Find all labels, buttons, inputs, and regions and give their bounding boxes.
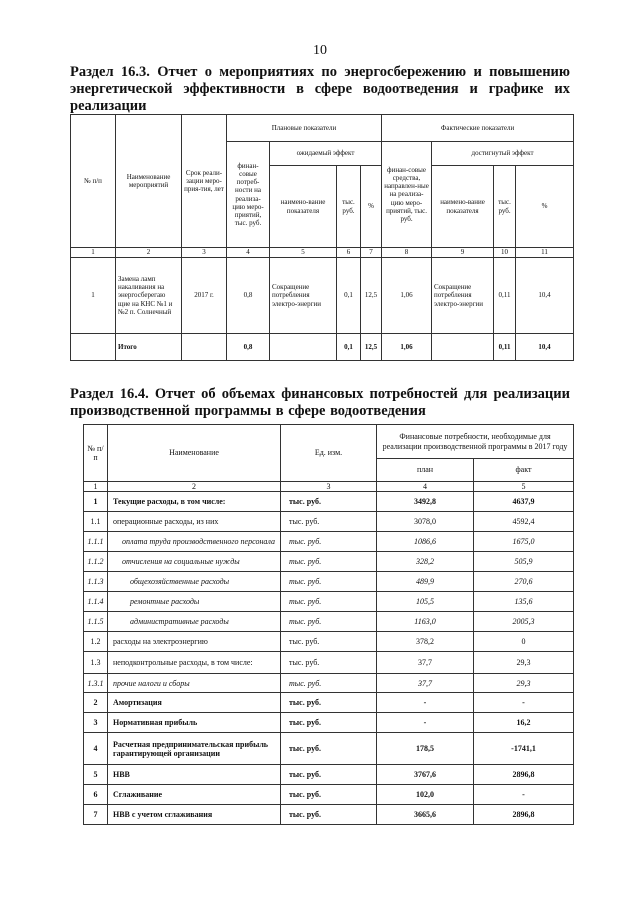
row-fact: 16,2 — [474, 713, 574, 733]
row-unit: тыс. руб. — [281, 713, 377, 733]
energy-saving-table — [70, 114, 574, 361]
row-unit: тыс. руб. — [281, 532, 377, 552]
header-term: Срок реали-зации меро-прия-тия, лет — [182, 115, 227, 248]
row-unit: тыс. руб. — [281, 765, 377, 785]
row-plan: 102,0 — [377, 785, 474, 805]
row-plan: 1086,6 — [377, 532, 474, 552]
header-percent: % — [516, 166, 574, 248]
financial-needs-table — [83, 424, 574, 825]
row-plan: 3078,0 — [377, 512, 474, 532]
table-row — [84, 733, 574, 765]
section-16-4-title: Раздел 16.4. Отчет об объемах финансовых потребностей для реализации производственной программы в сфере водоотведения — [70, 386, 570, 419]
row-unit: тыс. руб. — [281, 492, 377, 512]
total-plan-effect-rub: 0,1 — [337, 334, 361, 361]
header-percent: % — [361, 166, 382, 248]
header-thous-rub: тыс. руб. — [337, 166, 361, 248]
header-no: № п/п — [84, 425, 108, 482]
col-number: 9 — [432, 248, 494, 258]
row-name: общехозяйственные расходы — [108, 572, 281, 592]
row-unit: тыс. руб. — [281, 733, 377, 765]
row-name: Нормативная прибыль — [108, 713, 281, 733]
header-name: Наименование — [108, 425, 281, 482]
total-fact-effect-rub: 0,11 — [494, 334, 516, 361]
table-row — [84, 552, 574, 572]
page-number: 10 — [313, 43, 327, 58]
row-no: 2 — [84, 693, 108, 713]
row-plan: 378,2 — [377, 632, 474, 652]
row-unit: тыс. руб. — [281, 612, 377, 632]
row-plan: 3767,6 — [377, 765, 474, 785]
header-fact: факт — [474, 459, 574, 482]
row-plan: 105,5 — [377, 592, 474, 612]
row-fact: 2005,3 — [474, 612, 574, 632]
row-no: 1 — [84, 492, 108, 512]
row-unit: тыс. руб. — [281, 805, 377, 825]
col-number: 2 — [116, 248, 182, 258]
row-name: Текущие расходы, в том числе: — [108, 492, 281, 512]
row-name: Расчетная предпринимательская прибыль гарантирующей организации — [108, 733, 281, 765]
table-row — [84, 572, 574, 592]
row-fact-effect-pct: 10,4 — [516, 258, 574, 334]
table-row — [84, 592, 574, 612]
col-number: 11 — [516, 248, 574, 258]
row-name: административные расходы — [108, 612, 281, 632]
col-number: 4 — [377, 482, 474, 492]
row-name: НВВ — [108, 765, 281, 785]
row-plan-effect-rub: 0,1 — [337, 258, 361, 334]
col-number: 3 — [281, 482, 377, 492]
row-fact: 135,6 — [474, 592, 574, 612]
row-fact: 2896,8 — [474, 765, 574, 785]
row-name: расходы на электроэнергию — [108, 632, 281, 652]
row-fact: 29,3 — [474, 674, 574, 693]
row-no: 1.3 — [84, 652, 108, 674]
col-number: 10 — [494, 248, 516, 258]
row-plan: 178,5 — [377, 733, 474, 765]
row-plan: 489,9 — [377, 572, 474, 592]
table-row — [84, 632, 574, 652]
row-no: 1.3.1 — [84, 674, 108, 693]
row-plan: 328,2 — [377, 552, 474, 572]
header-name: Наименование мероприятий — [116, 115, 182, 248]
row-fact-fin: 1,06 — [382, 258, 432, 334]
table-row — [84, 785, 574, 805]
col-number: 2 — [108, 482, 281, 492]
header-plan-fin: финан-совые потреб-ности на реализа-цию меро-приятий, тыс. руб. — [227, 142, 270, 248]
col-number: 4 — [227, 248, 270, 258]
header-expected-effect: ожидаемый эффект — [270, 142, 382, 166]
header-unit: Ед. изм. — [281, 425, 377, 482]
row-fact: - — [474, 785, 574, 805]
row-name: НВВ с учетом сглаживания — [108, 805, 281, 825]
header-planned: Плановые показатели — [227, 115, 382, 142]
total-plan-fin: 0,8 — [227, 334, 270, 361]
total-label: Итого — [116, 334, 182, 361]
row-unit: тыс. руб. — [281, 632, 377, 652]
total-plan-effect-pct: 12,5 — [361, 334, 382, 361]
row-unit: тыс. руб. — [281, 572, 377, 592]
table-row — [84, 612, 574, 632]
header-fin-needs: Финансовые потребности, необходимые для реализации производственной программы в 2017 году — [377, 425, 574, 459]
row-no: 6 — [84, 785, 108, 805]
row-name: оплата труда производственного персонала — [108, 532, 281, 552]
header-plan: план — [377, 459, 474, 482]
row-name: отчисления на социальные нужды — [108, 552, 281, 572]
row-plan: - — [377, 693, 474, 713]
col-number: 6 — [337, 248, 361, 258]
row-fact: 0 — [474, 632, 574, 652]
header-thous-rub: тыс. руб. — [494, 166, 516, 248]
total-fact-effect-pct: 10,4 — [516, 334, 574, 361]
row-no: 1.1.3 — [84, 572, 108, 592]
row-plan-fin: 0,8 — [227, 258, 270, 334]
table-row — [84, 512, 574, 532]
header-effect-name: наимено-вание показателя — [270, 166, 337, 248]
row-name: прочие налоги и сборы — [108, 674, 281, 693]
total-row — [71, 334, 574, 361]
row-no: 5 — [84, 765, 108, 785]
section-16-3-title: Раздел 16.3. Отчет о мероприятиях по энергосбережению и повышению энергетической эффективности в сфере водоотведения и графике их реализации — [70, 64, 570, 114]
row-unit: тыс. руб. — [281, 512, 377, 532]
col-number: 5 — [270, 248, 337, 258]
row-name: Замена ламп накаливания на энергосберегаю щие на КНС №1 и №2 п. Солнечный — [116, 258, 182, 334]
row-fact: 505,9 — [474, 552, 574, 572]
table-row — [71, 258, 574, 334]
table-row — [84, 532, 574, 552]
table-row — [84, 674, 574, 693]
row-name: операционные расходы, из них — [108, 512, 281, 532]
header-effect-name: наимено-вание показателя — [432, 166, 494, 248]
row-no: 1.1.2 — [84, 552, 108, 572]
row-no: 1.1.4 — [84, 592, 108, 612]
header-fact-fin: финан-совые средства, направлен-ные на реализа-цию меро-приятий, тыс. руб. — [382, 142, 432, 248]
table-row — [84, 652, 574, 674]
row-plan: 1163,0 — [377, 612, 474, 632]
row-plan: 3665,6 — [377, 805, 474, 825]
row-no: 1 — [71, 258, 116, 334]
row-fact: 270,6 — [474, 572, 574, 592]
col-number: 1 — [84, 482, 108, 492]
row-fact: 4637,9 — [474, 492, 574, 512]
row-plan: 37,7 — [377, 652, 474, 674]
row-fact: 1675,0 — [474, 532, 574, 552]
row-unit: тыс. руб. — [281, 652, 377, 674]
header-no: № п/п — [71, 115, 116, 248]
row-name: Сглаживание — [108, 785, 281, 805]
row-fact-effect-name: Сокращение потребления электро-энергии — [432, 258, 494, 334]
row-unit: тыс. руб. — [281, 785, 377, 805]
row-no: 4 — [84, 733, 108, 765]
row-plan: 37,7 — [377, 674, 474, 693]
row-no: 3 — [84, 713, 108, 733]
row-fact: 4592,4 — [474, 512, 574, 532]
row-plan: 3492,8 — [377, 492, 474, 512]
row-term: 2017 г. — [182, 258, 227, 334]
row-no: 1.1.5 — [84, 612, 108, 632]
header-actual: Фактические показатели — [382, 115, 574, 142]
row-name: ремонтные расходы — [108, 592, 281, 612]
row-fact: - — [474, 693, 574, 713]
row-fact: 2896,8 — [474, 805, 574, 825]
col-number: 7 — [361, 248, 382, 258]
row-unit: тыс. руб. — [281, 592, 377, 612]
table-row — [84, 492, 574, 512]
row-unit: тыс. руб. — [281, 552, 377, 572]
col-number: 8 — [382, 248, 432, 258]
row-plan: - — [377, 713, 474, 733]
row-no: 1.1 — [84, 512, 108, 532]
col-number: 1 — [71, 248, 116, 258]
row-fact: -1741,1 — [474, 733, 574, 765]
table-row — [84, 805, 574, 825]
row-unit: тыс. руб. — [281, 674, 377, 693]
total-fact-fin: 1,06 — [382, 334, 432, 361]
row-no: 1.1.1 — [84, 532, 108, 552]
col-number: 3 — [182, 248, 227, 258]
table-row — [84, 765, 574, 785]
header-achieved-effect: достигнутый эффект — [432, 142, 574, 166]
row-no: 1.2 — [84, 632, 108, 652]
col-number: 5 — [474, 482, 574, 492]
row-unit: тыс. руб. — [281, 693, 377, 713]
table-row — [84, 713, 574, 733]
row-no: 7 — [84, 805, 108, 825]
row-fact: 29,3 — [474, 652, 574, 674]
row-plan-effect-name: Сокращение потребления электро-энергии — [270, 258, 337, 334]
row-plan-effect-pct: 12,5 — [361, 258, 382, 334]
table-row — [84, 693, 574, 713]
row-name: Амортизация — [108, 693, 281, 713]
row-fact-effect-rub: 0,11 — [494, 258, 516, 334]
row-name: неподконтрольные расходы, в том числе: — [108, 652, 281, 674]
